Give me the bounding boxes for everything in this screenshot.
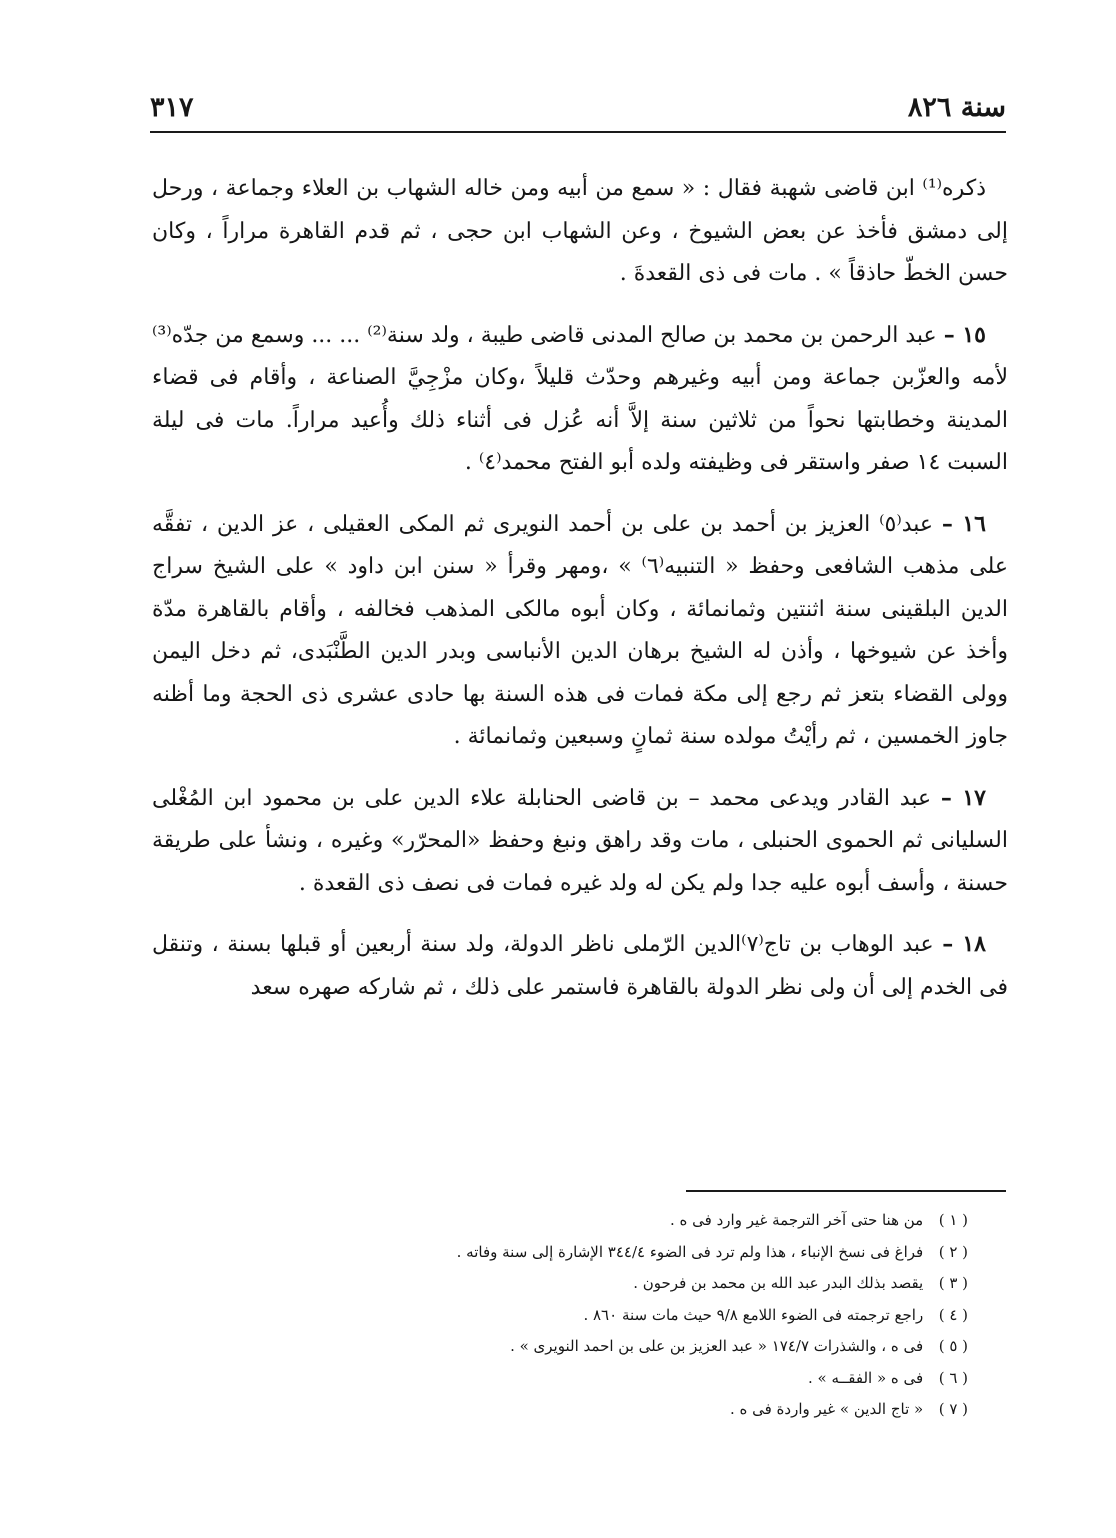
footnote-5 bbox=[300, 1331, 968, 1363]
footnote-text: راجع ترجمته فى الضوء اللامع ٩/٨ حيث مات سنة ٨٦٠ . bbox=[583, 1305, 924, 1324]
entry-number: ١٥ – bbox=[943, 321, 986, 348]
footnote-text: يقصد بذلك البدر عبد الله بن محمد بن فرحون . bbox=[633, 1274, 924, 1292]
paragraph-text: ذكره⁽¹⁾ ابن قاضى شهبة فقال : « سمع من أبيه ومن خاله الشهاب بن العلاء وجماعة ، ورحل إلى دمشق فأخذ عن بعض الشيوخ ، وعن الشهاب ابن حجى ، ثم قدم القاهرة مراراً ، وكان حسن الخطّ حاذقاً » . مات فى ذى القعدةَ . bbox=[152, 176, 1008, 286]
page-number: ٣١٧ bbox=[150, 92, 194, 123]
entry-number: ١٨ – bbox=[942, 931, 986, 957]
entry-number: ١٦ – bbox=[941, 510, 986, 537]
footnote-text: فى ه « الفقــه » . bbox=[807, 1368, 924, 1387]
footnote-number: ( ٦ ) bbox=[938, 1368, 968, 1387]
running-title: سنة ٨٢٦ bbox=[907, 92, 1006, 123]
paragraph-text: عبد القادر ويدعى محمد – بن قاضى الحنابلة علاء الدين على بن محمود ابن المُغْلى السليانى ثم الحموى الحنبلى ، مات وقد راهق ونبغ وحفظ «المحرّر» وغيره ، ونشأ على طريقة حسنة ، وأسف أبوه عليه جدا ولم يكن له ولد غيره فمات فى نصف ذى القعدة . bbox=[152, 785, 1008, 896]
entry-15 bbox=[152, 314, 1008, 485]
footnote-number: ( ١ ) bbox=[938, 1211, 968, 1229]
footnote-rule bbox=[686, 1190, 1006, 1192]
entry-16 bbox=[152, 503, 1008, 759]
main-text bbox=[152, 168, 1008, 1027]
footnote-number: ( ٥ ) bbox=[938, 1337, 968, 1355]
paragraph-continuation bbox=[152, 168, 1008, 296]
footnote-text: « تاج الدين » غير واردة فى ه . bbox=[729, 1400, 924, 1418]
entry-18 bbox=[152, 923, 1008, 1009]
footnote-6 bbox=[300, 1363, 968, 1395]
footnote-7 bbox=[300, 1394, 968, 1426]
paragraph-text: عبد الرحمن بن محمد بن صالح المدنى قاضى طيبة ، ولد سنة⁽²⁾ ... ... وسمع من جدّه⁽³⁾ لأمه والعزّبن جماعة ومن أبيه وغيرهم وحدّث قليلاً ،وكان مزْجِيَّ الصناعة ، وأقام فى قضاء المدينة وخطابتها نحواً من ثلاثين سنة إلاَّ أنه عُزل فى أثناء ذلك وأُعيد مراراً. مات فى ليلة السبت ١٤ صفر واستقر فى وظيفته ولده أبو الفتح محمد⁽٤⁾ . bbox=[152, 322, 1008, 475]
page-header bbox=[150, 92, 1006, 132]
footnote-text: فى ه ، والشذرات ١٧٤/٧ « عبد العزيز بن على بن احمد النويرى » . bbox=[510, 1337, 924, 1355]
footnote-text: من هنا حتى آخر الترجمة غير وارد فى ه . bbox=[670, 1211, 924, 1229]
footnote-1 bbox=[300, 1205, 968, 1237]
paragraph-text: عبد الوهاب بن تاج⁽٧⁾الدين الرّملى ناظر الدولة، ولد سنة أربعين أو قبلها بسنة ، وتنقل فى الخدم إلى أن ولى نظر الدولة بالقاهرة فاستمر على ذلك ، ثم شاركه صهره سعد bbox=[152, 932, 1008, 1000]
entry-number: ١٧ – bbox=[940, 784, 986, 811]
footnote-text: فراغ فى نسخ الإنباء ، هذا ولم ترد فى الضوء ٣٤٤/٤ الإشارة إلى سنة وفاته . bbox=[456, 1242, 924, 1261]
footnote-4 bbox=[300, 1300, 968, 1332]
footnote-number: ( ٧ ) bbox=[938, 1400, 968, 1418]
entry-17 bbox=[152, 777, 1008, 906]
footnote-number: ( ٢ ) bbox=[938, 1242, 968, 1261]
footnote-number: ( ٤ ) bbox=[938, 1305, 968, 1324]
footnote-3 bbox=[300, 1268, 968, 1300]
header-rule bbox=[150, 131, 1006, 133]
paragraph-text: عبد⁽٥⁾ العزيز بن أحمد بن على بن أحمد النويرى ثم المكى العقيلى ، عز الدين ، تفقَّه على مذهب الشافعى وحفظ « التنبيه⁽٦⁾ » ،ومهر وقرأ « سنن ابن داود » على الشيخ سراج الدين البلقينى سنة اثنتين وثمانمائة ، وكان أبوه مالكى المذهب فخالفه ، وأقام بالقاهرة مدّة وأخذ عن شيوخها ، وأذن له الشيخ برهان الدين الأنباسى وبدر الدين الطَّنْبَدى، ثم دخل اليمن وولى القضاء بتعز ثم رجع إلى مكة فمات فى هذه السنة بها حادى عشرى ذى الحجة وما أظنه جاوز الخمسين ، ثم رأيْتُ مولده سنة ثمانٍ وسبعين وثمانمائة . bbox=[152, 511, 1009, 749]
footnote-number: ( ٣ ) bbox=[938, 1274, 968, 1292]
footnote-2 bbox=[300, 1237, 968, 1269]
footnotes bbox=[300, 1205, 968, 1426]
